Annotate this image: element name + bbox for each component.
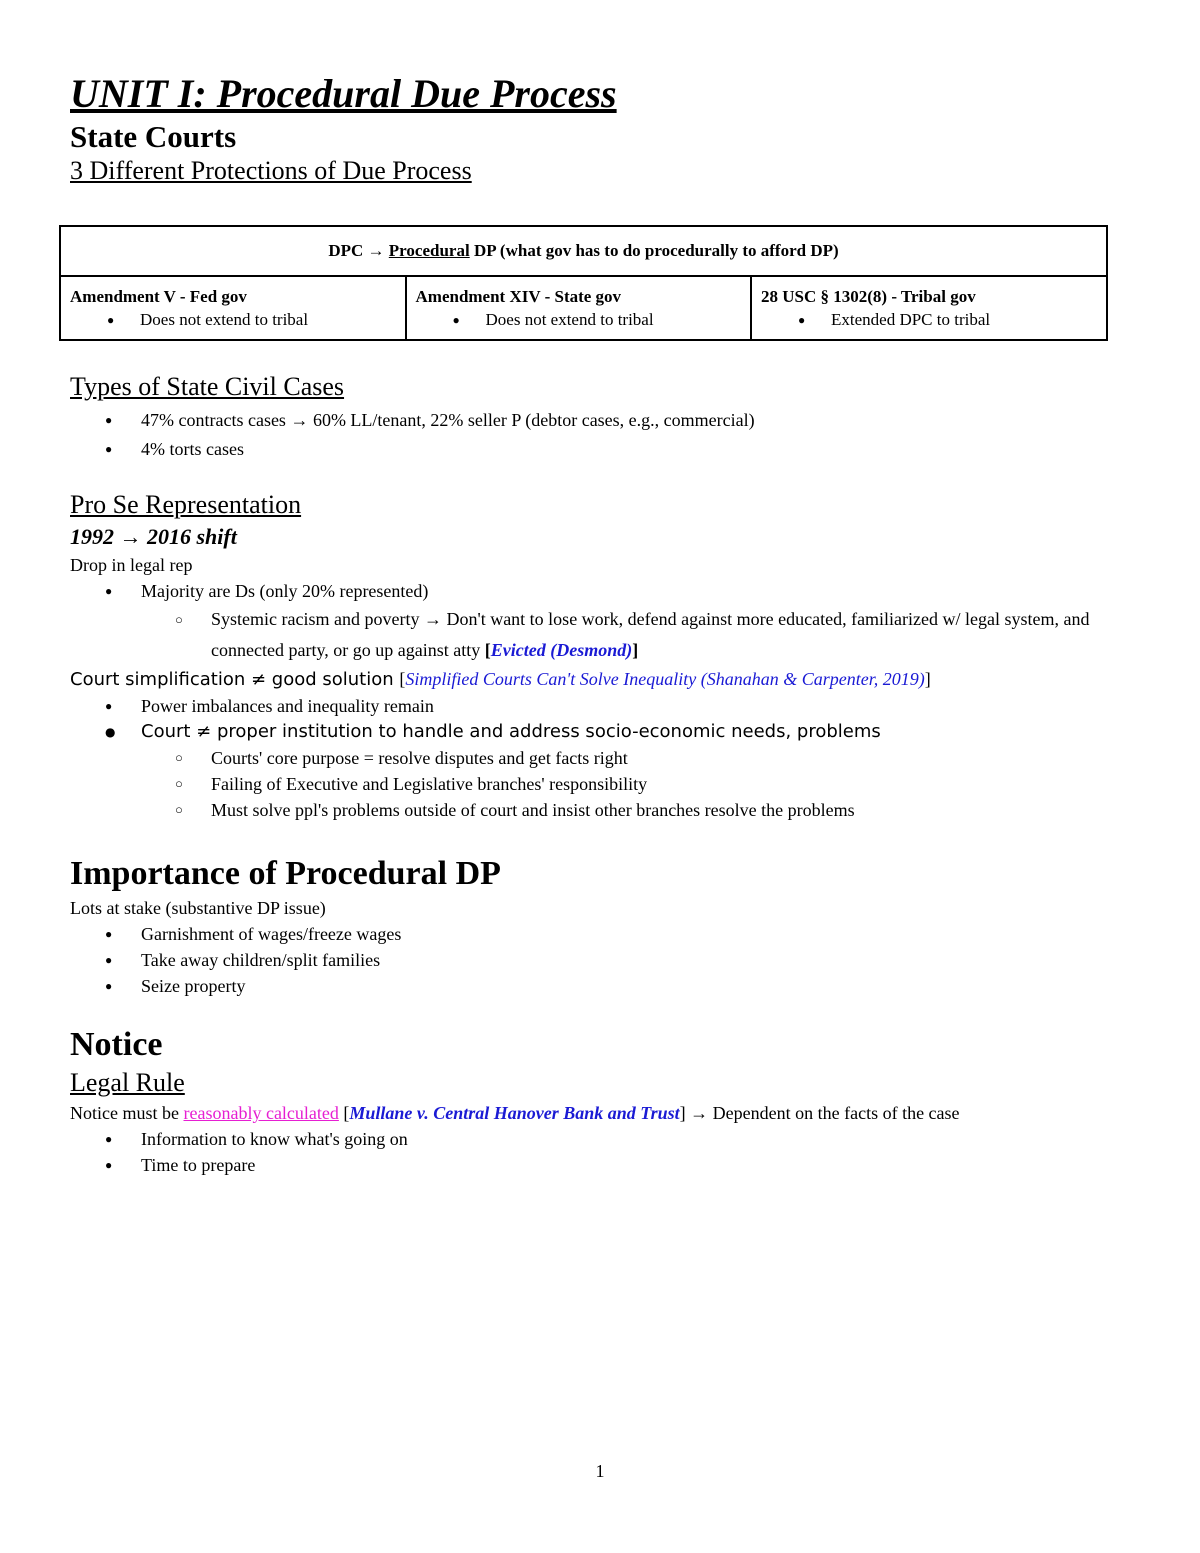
unit-title: UNIT I: Procedural Due Process [70, 71, 617, 116]
table-bullet: ● Extended DPC to tribal [761, 309, 1097, 331]
dpc-column-fed: Amendment V - Fed gov ● Does not extend to tribal [60, 276, 406, 340]
notice-section [70, 1024, 1130, 1178]
list-item: ● Court ≠ proper institution to handle and address socio-economic needs, problems [70, 719, 1130, 745]
reasonably-calculated-highlight: reasonably calculated [183, 1103, 339, 1123]
mullane-citation: Mullane v. Central Hanover Bank and Trust [349, 1103, 680, 1123]
document-page [70, 70, 1115, 188]
list-item: ● Take away children/split families [70, 947, 1130, 973]
list-item: ● Seize property [70, 973, 1130, 999]
civil-cases-heading: Types of State Civil Cases [70, 372, 345, 401]
procedural-underlined: Procedural [388, 241, 470, 260]
list-item: ● Majority are Ds (only 20% represented) [70, 578, 1130, 604]
list-item: ● Time to prepare [70, 1152, 1130, 1178]
list-item: ● Information to know what's going on [70, 1126, 1130, 1152]
legal-rule-text: Notice must be reasonably calculated [Mullane v. Central Hanover Bank and Trust] → Dependent on the facts of the case [70, 1103, 960, 1123]
list-item: ○ Failing of Executive and Legislative branches' responsibility [70, 771, 1130, 797]
list-item: ● Power imbalances and inequality remain [70, 693, 1130, 719]
dpc-column-state: Amendment XIV - State gov ● Does not extend to tribal [406, 276, 752, 340]
shift-subheading: 1992 → 2016 shift [70, 524, 237, 549]
evicted-citation: Evicted (Desmond) [490, 640, 633, 660]
dpc-table-header: DPC → Procedural DP (what gov has to do procedurally to afford DP) [60, 226, 1107, 276]
page-number: 1 [595, 1461, 605, 1481]
legal-rule-heading: Legal Rule [70, 1068, 185, 1097]
list-item: ● Garnishment of wages/freeze wages [70, 921, 1130, 947]
importance-intro: Lots at stake (substantive DP issue) [70, 898, 326, 918]
table-bullet: ● Does not extend to tribal [416, 309, 742, 331]
list-item: ○ Systemic racism and poverty → Don't want to lose work, defend against more educated, familiarized w/ legal system, and connected party, or go up against atty [Evicted (Desmond)] [70, 604, 1130, 666]
importance-section [70, 853, 1130, 999]
protections-subheading: 3 Different Protections of Due Process [70, 156, 472, 185]
drop-text: Drop in legal rep [70, 555, 193, 575]
notice-heading: Notice [70, 1026, 163, 1063]
list-item: ● 47% contracts cases → 60% LL/tenant, 22% seller P (debtor cases, e.g., commercial) [70, 406, 1130, 435]
shanahan-citation: Simplified Courts Can't Solve Inequality (Shanahan & Carpenter, 2019) [405, 669, 925, 689]
importance-heading: Importance of Procedural DP [70, 855, 501, 892]
table-bullet: ● Does not extend to tribal [70, 309, 396, 331]
dpc-column-tribal: 28 USC § 1302(8) - Tribal gov ● Extended DPC to tribal [751, 276, 1107, 340]
list-item: ● 4% torts cases [70, 435, 1130, 464]
simplification-line: Court simplification ≠ good solution [Simplified Courts Can't Solve Inequality (Shanahan & Carpenter, 2019)] [70, 669, 931, 690]
list-item: ○ Must solve ppl's problems outside of court and insist other branches resolve the problems [70, 797, 1130, 823]
list-item: ○ Courts' core purpose = resolve disputes and get facts right [70, 745, 1130, 771]
pro-se-heading: Pro Se Representation [70, 490, 302, 519]
pro-se-section [70, 488, 1130, 823]
civil-cases-section [70, 370, 1130, 464]
dpc-table [59, 225, 1108, 341]
state-courts-heading: State Courts [70, 119, 237, 154]
